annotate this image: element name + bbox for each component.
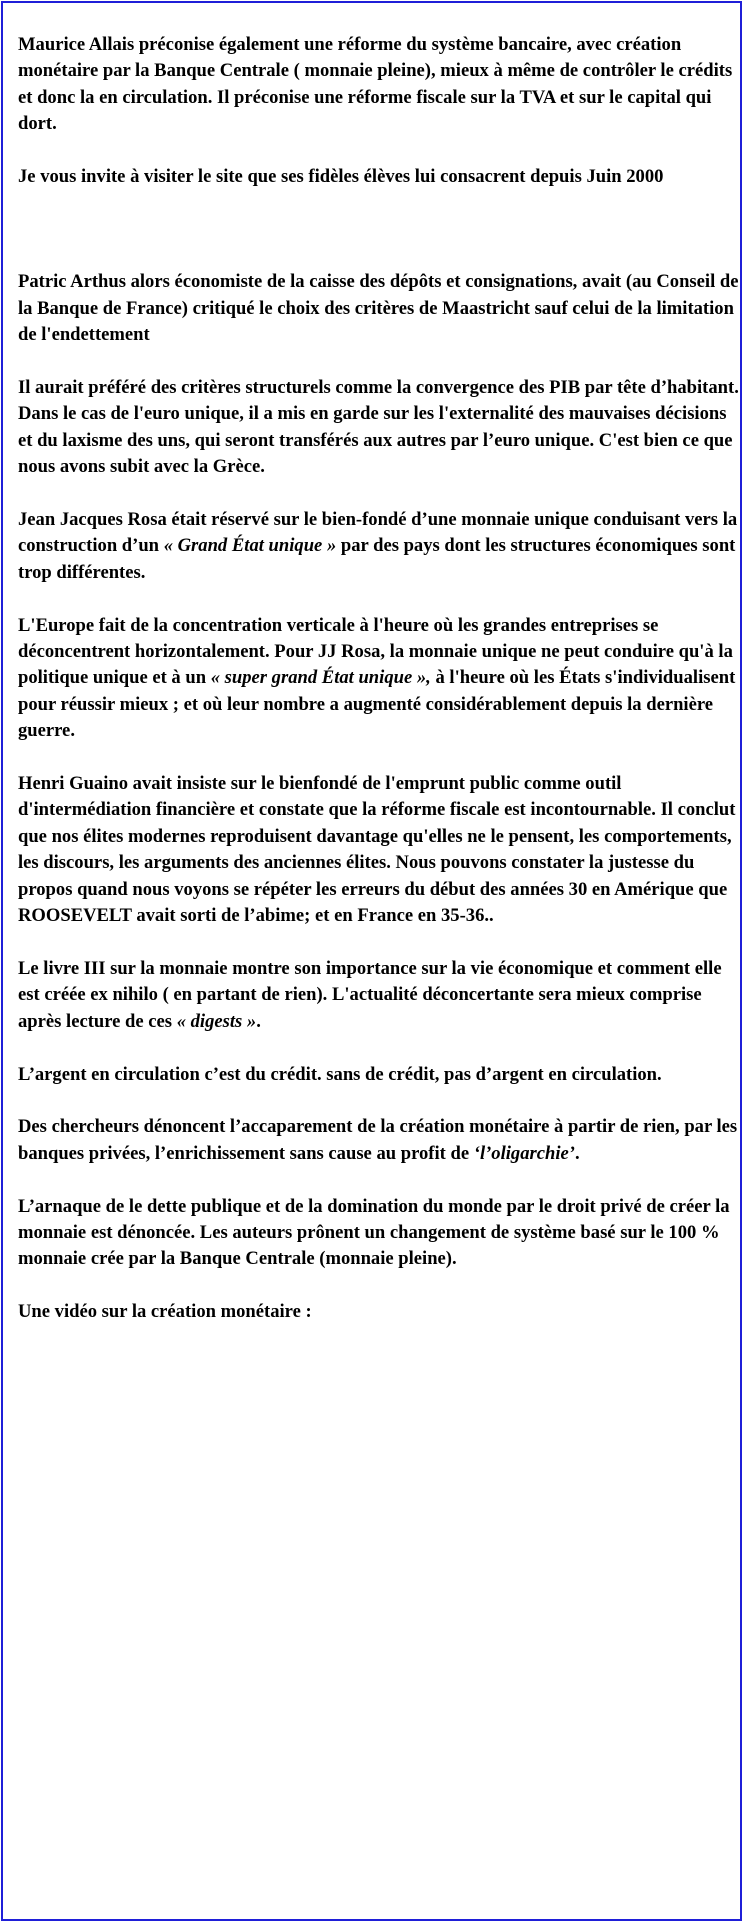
paragraph-europe-concentration: L'Europe fait de la concentration verticale à l'heure où les grandes entreprises se déconcentrent horizontalement. Pour JJ Rosa, la monnaie unique ne peut conduire qu'à la politique unique et à un « super grand État unique », à l'heure où les États s'individualisent pour réussir mieux ; et où leur nombre a augmenté considérablement depuis la dernière guerre. bbox=[18, 614, 736, 742]
paragraph-arnaque-dette: L’arnaque de le dette publique et de la domination du monde par le droit privé de créer la monnaie est dénoncée. Les auteurs prônent un changement de système basé sur le 100 % monnaie crée par la Banque Centrale (monnaie pleine). bbox=[18, 1195, 730, 1270]
paragraph-arthus: Patric Arthus alors économiste de la caisse des dépôts et consignations, avait (au Conseil de la Banque de France) critiqué le choix des critères de Maastricht sauf celui de la limitation de l'endettement bbox=[18, 271, 739, 346]
paragraph-livre-iii: Le livre III sur la monnaie montre son importance sur la vie économique et comment elle est créée ex nihilo ( en partant de rien). L'actualité déconcertante sera mieux comprise après lecture de ces « digests ». bbox=[18, 957, 722, 1032]
paragraph-structural-criteria: Il aurait préféré des critères structurels comme la convergence des PIB par tête d’habitant. Dans le cas de l'euro unique, il a mis en garde sur les l'externalité des mauvaises décisions et du laxisme des uns, qui seront transférés aux autres par l’euro unique. C'est bien ce que nous avons subit avec la Grèce. bbox=[18, 377, 739, 478]
paragraph-chercheurs: Des chercheurs dénoncent l’accaparement de la création monétaire à partir de rien, par les banques privées, l’enrichissement sans cause au profit de ‘l’oligarchie’. bbox=[18, 1116, 738, 1164]
paragraph-allais: Maurice Allais préconise également une réforme du système bancaire, avec création monétaire par la Banque Centrale ( monnaie pleine), mieux à même de contrôler le crédits et donc la en circulation. Il préconise une réforme fiscale sur la TVA et sur le capital qui dort. bbox=[18, 34, 733, 135]
paragraph-video-intro: Une vidéo sur la création monétaire : bbox=[18, 1301, 312, 1323]
paragraph-rosa: Jean Jacques Rosa était réservé sur le bien-fondé d’une monnaie unique conduisant vers la construction d’un « Grand État unique » par des pays dont les structures économiques sont trop différentes. bbox=[18, 509, 738, 583]
paragraph-argent-credit: L’argent en circulation c’est du crédit. sans de crédit, pas d’argent en circulation. bbox=[18, 1063, 662, 1085]
paragraph-site-invitation: Je vous invite à visiter le site que ses fidèles élèves lui consacrent depuis Juin 2000 bbox=[18, 166, 664, 188]
paragraph-guaino: Henri Guaino avait insiste sur le bienfondé de l'emprunt public comme outil d'intermédiation financière et constate que la réforme fiscale est incontournable. Il conclut que nos élites modernes reproduisent davantage qu'elles ne le pensent, les comportements, les discours, les arguments des anciennes élites. Nous pouvons constater la justesse du propos quand nous voyons se répéter les erreurs du début des années 30 en Amérique que ROOSEVELT avait sorti de l’abime; et en France en 35-36.. bbox=[18, 773, 736, 927]
text-content bbox=[18, 32, 740, 1326]
text-box-frame bbox=[1, 1, 742, 1921]
